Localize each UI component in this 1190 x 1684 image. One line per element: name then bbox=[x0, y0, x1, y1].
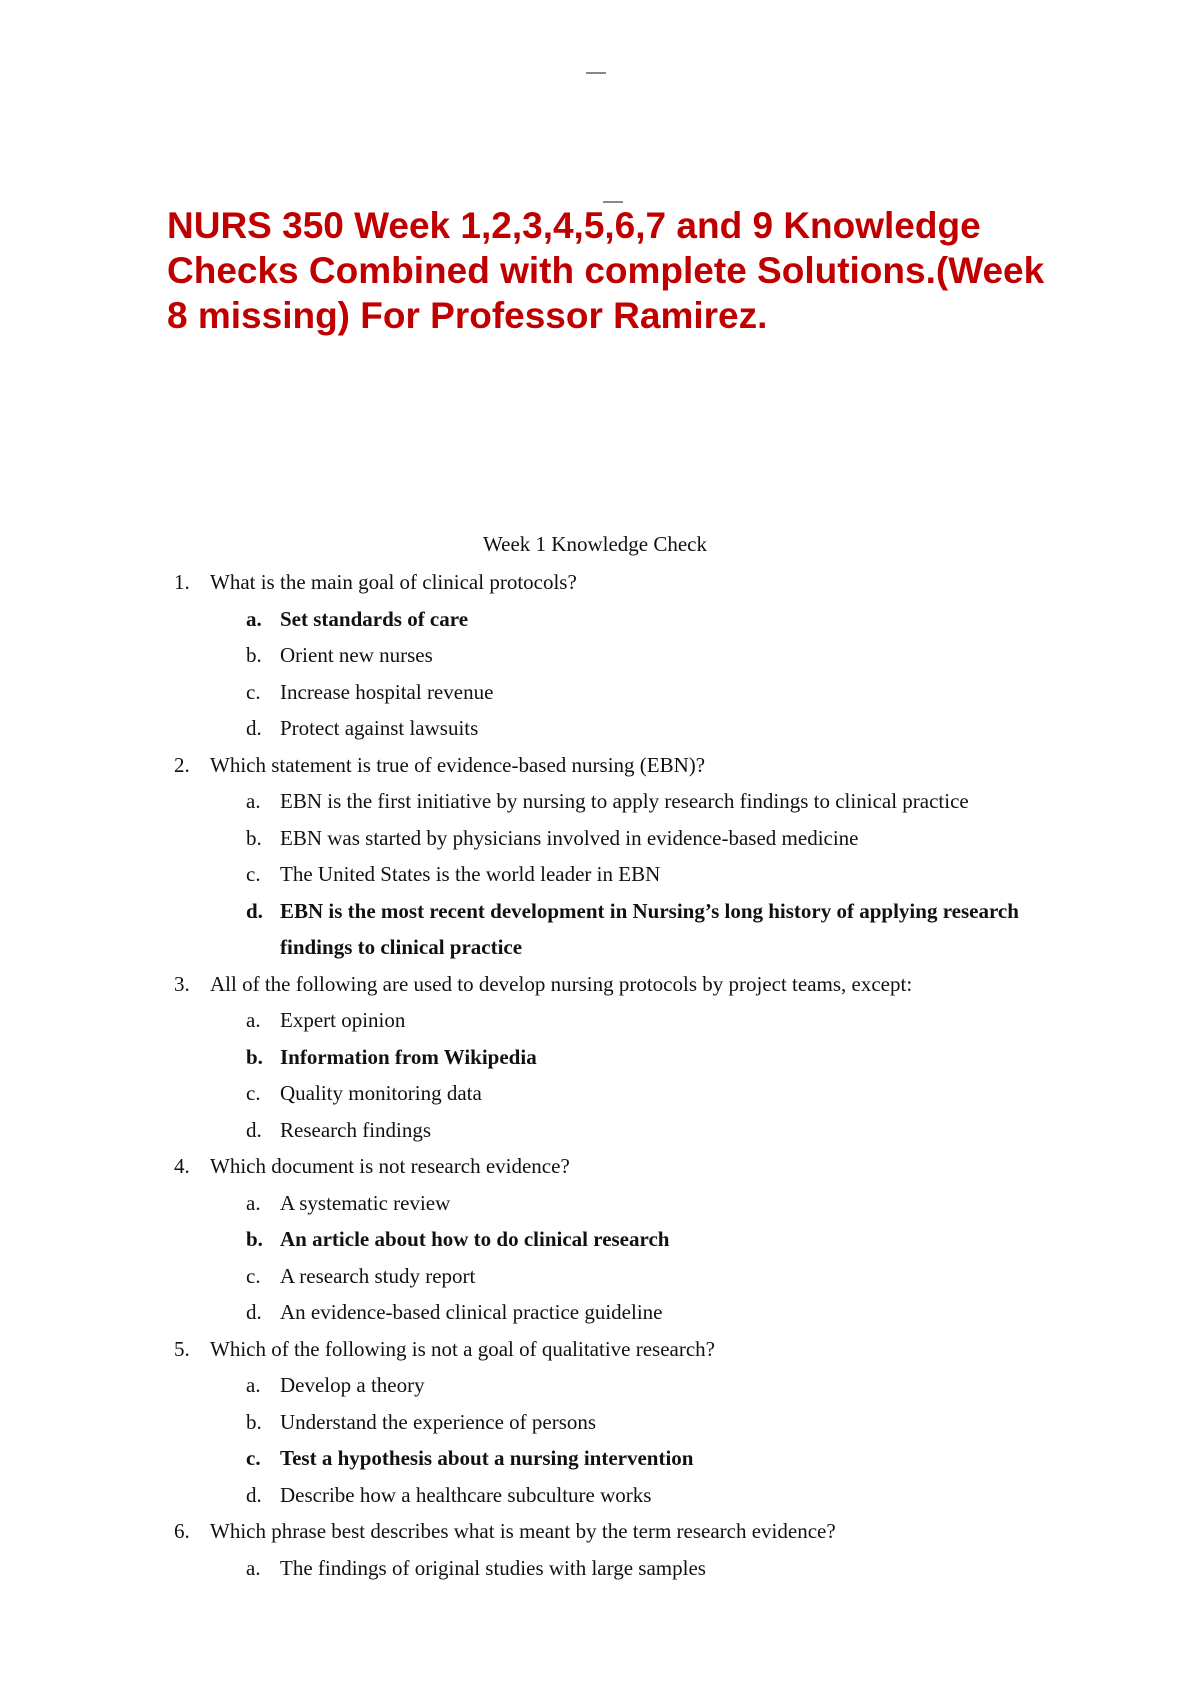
answer-option bbox=[246, 1404, 1074, 1441]
question-4 bbox=[174, 1148, 1074, 1331]
answer-option-correct bbox=[246, 893, 1074, 966]
question-text: All of the following are used to develop nursing protocols by project teams, except: bbox=[210, 971, 913, 996]
option-letter: b. bbox=[246, 1227, 263, 1251]
question-text: Which statement is true of evidence-based nursing (EBN)? bbox=[210, 752, 706, 777]
answer-options bbox=[174, 1002, 1074, 1148]
answer-options bbox=[174, 783, 1074, 966]
answer-option-correct bbox=[246, 1221, 1074, 1258]
option-text: Understand the experience of persons bbox=[280, 1409, 597, 1434]
question-5 bbox=[174, 1331, 1074, 1514]
question-number: 6. bbox=[174, 1519, 190, 1543]
option-text: Set standards of care bbox=[280, 606, 469, 631]
answer-options bbox=[174, 1367, 1074, 1513]
option-letter: c. bbox=[246, 1263, 261, 1288]
option-text: EBN was started by physicians involved in evidence-based medicine bbox=[280, 825, 859, 850]
answer-option-correct bbox=[246, 601, 1074, 638]
option-text: Increase hospital revenue bbox=[280, 679, 494, 704]
option-letter: a. bbox=[246, 1190, 261, 1215]
option-letter: b. bbox=[246, 1409, 262, 1434]
question-number: 5. bbox=[174, 1336, 190, 1361]
answer-option bbox=[246, 856, 1074, 893]
answer-option bbox=[246, 1185, 1074, 1222]
option-letter: d. bbox=[246, 1482, 262, 1507]
option-letter: b. bbox=[246, 1044, 263, 1069]
answer-option bbox=[246, 1367, 1074, 1404]
answer-option bbox=[246, 1258, 1074, 1295]
option-letter: a. bbox=[246, 1373, 261, 1397]
option-text: Develop a theory bbox=[280, 1373, 425, 1397]
option-letter: c. bbox=[246, 1446, 261, 1470]
answer-option bbox=[246, 674, 1074, 711]
option-text: Information from Wikipedia bbox=[280, 1044, 537, 1069]
question-row bbox=[174, 1331, 1074, 1368]
option-text: Describe how a healthcare subculture works bbox=[280, 1482, 652, 1507]
question-text: Which phrase best describes what is meant by the term research evidence? bbox=[210, 1519, 836, 1543]
question-6 bbox=[174, 1513, 1074, 1586]
answer-options bbox=[174, 1550, 1074, 1587]
option-text: Orient new nurses bbox=[280, 643, 433, 667]
question-row bbox=[174, 747, 1074, 784]
option-letter: a. bbox=[246, 606, 262, 631]
option-letter: a. bbox=[246, 789, 261, 813]
answer-option bbox=[246, 637, 1074, 674]
question-text: What is the main goal of clinical protocols? bbox=[210, 570, 577, 594]
question-row bbox=[174, 1148, 1074, 1185]
option-letter: d. bbox=[246, 1300, 262, 1324]
question-row bbox=[174, 1513, 1074, 1550]
option-text: An evidence-based clinical practice guideline bbox=[280, 1300, 663, 1324]
option-letter: c. bbox=[246, 1081, 261, 1105]
answer-option-correct bbox=[246, 1039, 1074, 1076]
option-letter: b. bbox=[246, 643, 262, 667]
question-1 bbox=[174, 564, 1074, 747]
option-text: Research findings bbox=[280, 1117, 432, 1142]
answer-option bbox=[246, 1112, 1074, 1149]
option-text: The findings of original studies with large samples bbox=[280, 1555, 706, 1580]
question-row bbox=[174, 564, 1074, 601]
option-letter: c. bbox=[246, 679, 261, 704]
question-number: 3. bbox=[174, 971, 190, 996]
answer-option bbox=[246, 1550, 1074, 1587]
question-number: 4. bbox=[174, 1154, 190, 1178]
question-number: 1. bbox=[174, 570, 190, 594]
option-letter: b. bbox=[246, 825, 262, 850]
option-text: Quality monitoring data bbox=[280, 1081, 482, 1105]
question-3 bbox=[174, 966, 1074, 1149]
option-text: Protect against lawsuits bbox=[280, 716, 479, 740]
option-letter: c. bbox=[246, 862, 261, 886]
question-text: Which of the following is not a goal of qualitative research? bbox=[210, 1336, 715, 1361]
question-number: 2. bbox=[174, 752, 190, 777]
answer-option bbox=[246, 783, 1074, 820]
option-text: Expert opinion bbox=[280, 1008, 406, 1032]
question-list bbox=[174, 564, 1074, 1586]
option-text: EBN is the first initiative by nursing to apply research findings to clinical practice bbox=[280, 789, 969, 813]
option-letter: d. bbox=[246, 716, 262, 740]
answer-option bbox=[246, 1477, 1074, 1514]
answer-options bbox=[174, 1185, 1074, 1331]
document-title: NURS 350 Week 1,2,3,4,5,6,7 and 9 Knowledge Checks Combined with complete Solutions.(Week 8 missing) For Professor Ramirez. bbox=[167, 205, 1045, 336]
question-text: Which document is not research evidence? bbox=[210, 1154, 570, 1178]
header-mark bbox=[586, 72, 606, 74]
answer-option-correct bbox=[246, 1440, 1074, 1477]
answer-option bbox=[246, 1294, 1074, 1331]
option-letter: d. bbox=[246, 898, 263, 923]
option-text: A systematic review bbox=[280, 1190, 451, 1215]
question-row bbox=[174, 966, 1074, 1003]
option-text: The United States is the world leader in EBN bbox=[280, 862, 661, 886]
option-text: EBN is the most recent development in Nursing’s long history of applying research findings to clinical practice bbox=[280, 898, 1019, 959]
answer-option bbox=[246, 820, 1074, 857]
answer-options bbox=[174, 601, 1074, 747]
option-text: An article about how to do clinical research bbox=[280, 1227, 670, 1251]
option-letter: a. bbox=[246, 1008, 261, 1032]
question-2 bbox=[174, 747, 1074, 966]
option-text: A research study report bbox=[280, 1263, 476, 1288]
answer-option bbox=[246, 710, 1074, 747]
option-text: Test a hypothesis about a nursing intervention bbox=[280, 1446, 694, 1470]
option-letter: a. bbox=[246, 1555, 261, 1580]
option-letter: d. bbox=[246, 1117, 262, 1142]
answer-option bbox=[246, 1002, 1074, 1039]
answer-option bbox=[246, 1075, 1074, 1112]
section-heading: Week 1 Knowledge Check bbox=[483, 532, 707, 556]
